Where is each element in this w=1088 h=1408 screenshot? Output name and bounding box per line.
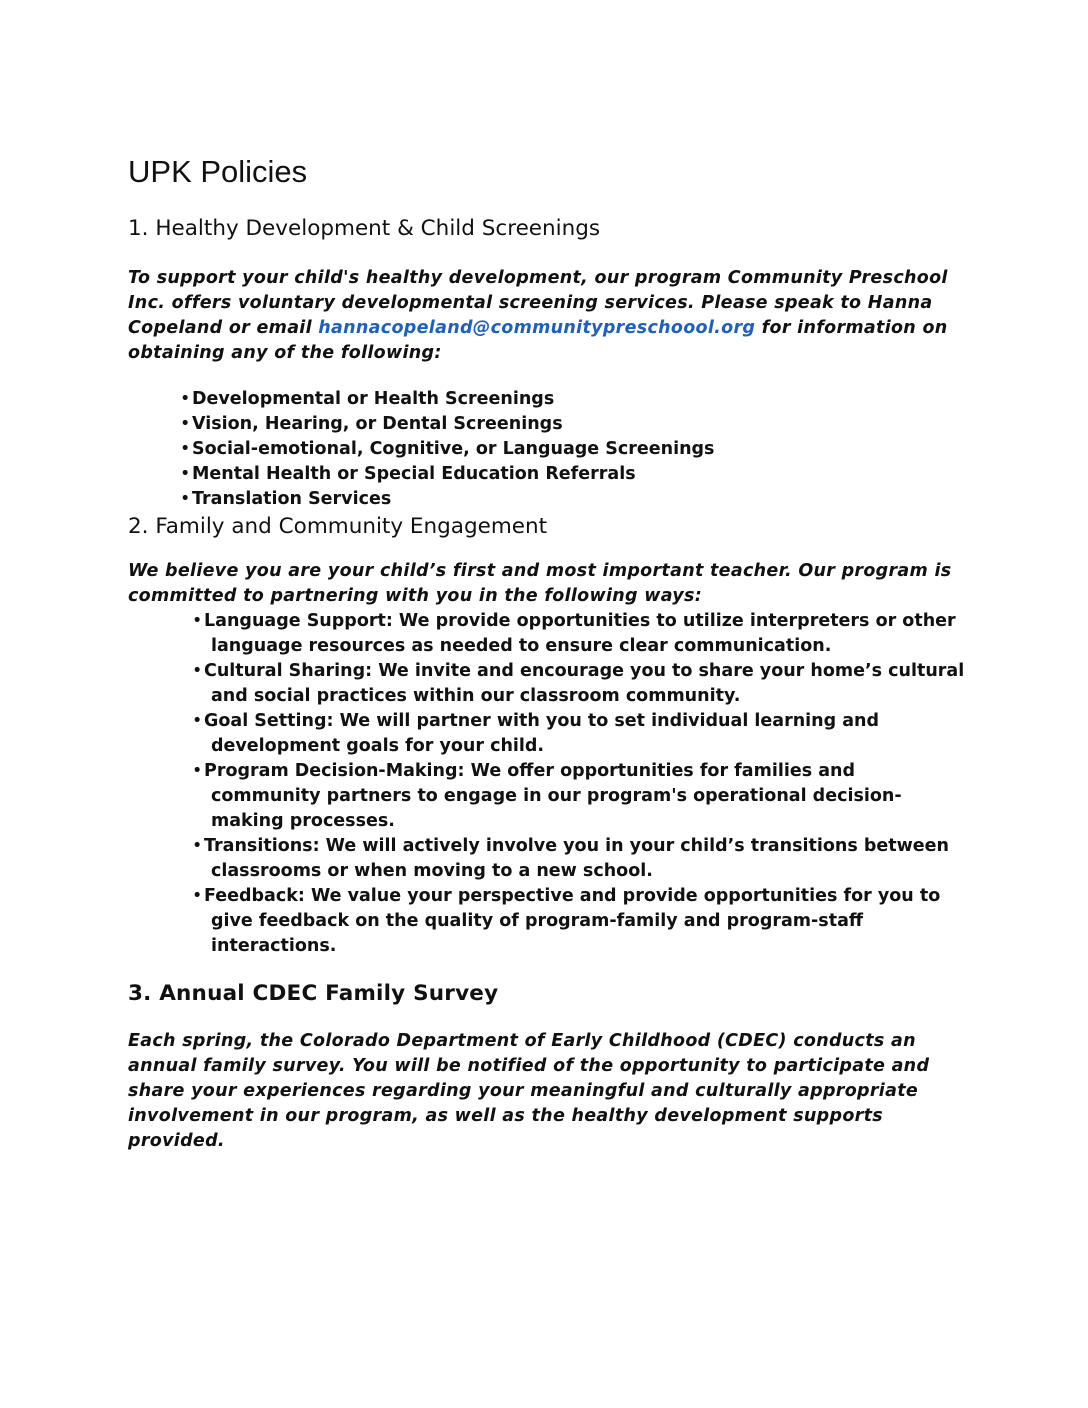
list-item: • Translation Services [180, 487, 968, 512]
list-item: • Social-emotional, Cognitive, or Language Screenings [180, 437, 968, 462]
bullet-icon: • [180, 439, 191, 459]
section-intro-survey: Each spring, the Colorado Department of Early Childhood (CDEC) conducts an annual family survey. You will be notified of the opportunity to participate and share your experiences regarding your meaningful and culturally appropriate involvement in our program, as well as the healthy development supports provided. [128, 1031, 930, 1151]
screening-list [128, 387, 968, 512]
list-item: •Language Support: We provide opportunities to utilize interpreters or other language resources as needed to ensure clear communication. [192, 611, 956, 656]
bullet-icon: • [192, 836, 203, 856]
list-item: •Program Decision-Making: We offer opportunities for families and community partners to engage in our program's operational decision-making processes. [192, 761, 902, 831]
list-item: • Vision, Hearing, or Dental Screenings [180, 412, 968, 437]
engagement-list [128, 609, 968, 959]
section-heading-engagement: 2. Family and Community Engagement [128, 514, 548, 539]
intro-text-after-email: for information on obtaining any of the following: [128, 318, 948, 363]
document-page [128, 152, 968, 1154]
section-intro-screenings [128, 266, 968, 366]
bullet-icon: • [192, 886, 203, 906]
bullet-icon: • [180, 389, 191, 409]
bullet-icon: • [192, 711, 203, 731]
bullet-icon: • [192, 761, 203, 781]
bullet-icon: • [180, 464, 191, 484]
section-heading-survey: 3. Annual CDEC Family Survey [128, 981, 499, 1006]
list-item: •Transitions: We will actively involve you in your child’s transitions between classrooms or when moving to a new school. [192, 836, 949, 881]
bullet-icon: • [192, 661, 203, 681]
list-item: • Mental Health or Special Education Referrals [180, 462, 968, 487]
section-heading-screenings: 1. Healthy Development & Child Screenings [128, 216, 601, 241]
bullet-icon: • [180, 489, 191, 509]
page-title: UPK Policies [128, 154, 308, 189]
list-item: • Developmental or Health Screenings [180, 387, 968, 412]
bullet-icon: • [192, 611, 203, 631]
list-item: •Goal Setting: We will partner with you to set individual learning and development goals for your child. [192, 711, 880, 756]
list-item: •Feedback: We value your perspective and provide opportunities for you to give feedback on the quality of program-family and program-staff interactions. [192, 886, 941, 956]
list-item: •Cultural Sharing: We invite and encourage you to share your home’s cultural and social practices within our classroom community. [192, 661, 965, 706]
bullet-icon: • [180, 414, 191, 434]
email-link[interactable]: hannacopeland@communitypreschoool.org [318, 318, 756, 338]
intro-text-before-email: To support your child's healthy development, our program Community Preschool Inc. offers voluntary developmental screening services. Please speak to Hanna Copeland or email [128, 268, 948, 338]
section-intro-engagement: We believe you are your child’s first and most important teacher. Our program is committed to partnering with you in the following ways: [128, 561, 952, 606]
